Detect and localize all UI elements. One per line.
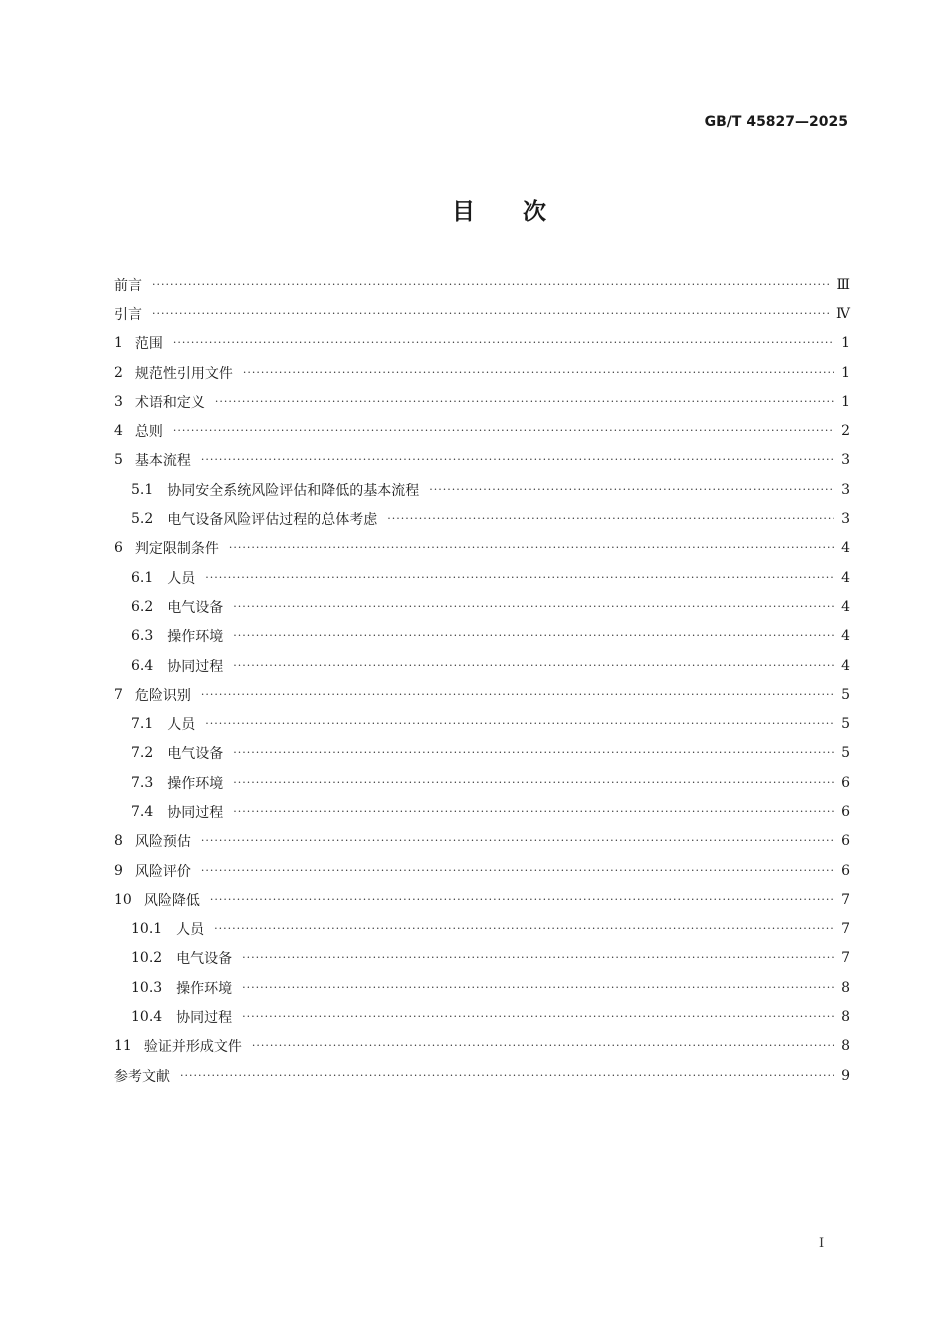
toc-entry-page: 4 — [841, 657, 850, 674]
toc-entry-number: 6.1 — [131, 569, 154, 586]
toc-leader-dots — [205, 717, 834, 731]
toc-entry-number: 7.3 — [131, 774, 154, 791]
toc-entry-page: 7 — [841, 921, 850, 938]
toc-entry-page: 6 — [841, 833, 850, 850]
toc-entry-number: 11 — [114, 1038, 132, 1055]
toc-entry-label: 协同安全系统风险评估和降低的基本流程 — [167, 482, 420, 499]
toc-leader-dots — [233, 600, 834, 614]
toc-entry-label: 总则 — [134, 424, 163, 441]
toc-leader-dots — [210, 893, 834, 907]
toc-entry-label: 判定限制条件 — [134, 541, 219, 558]
toc-leader-dots — [201, 688, 834, 702]
toc-entry-page: 5 — [841, 716, 850, 733]
toc-entry-page: 8 — [841, 979, 850, 996]
toc-leader-dots — [201, 864, 834, 878]
page-number: I — [819, 1236, 825, 1251]
toc-leader-dots — [152, 307, 830, 321]
toc-entry[interactable] — [114, 358, 850, 387]
toc-leader-dots — [152, 278, 830, 292]
toc-entry-label: 电气设备风险评估过程的总体考虑 — [167, 512, 378, 529]
toc-leader-dots — [205, 571, 834, 585]
toc-leader-dots — [215, 395, 834, 409]
toc-leader-dots — [243, 366, 834, 380]
toc-entry-label: 参考文献 — [114, 1068, 170, 1085]
toc-leader-dots — [242, 951, 834, 965]
toc-entry-number: 1 — [114, 335, 123, 352]
toc-leader-dots — [173, 424, 834, 438]
toc-entry-page: 5 — [841, 745, 850, 762]
toc-entry[interactable] — [114, 651, 850, 680]
toc-entry-label: 风险降低 — [143, 892, 200, 909]
toc-entry-number: 7.4 — [131, 803, 154, 820]
toc-entry-number: 7.2 — [131, 745, 154, 762]
toc-entry-number: 5.2 — [131, 511, 154, 528]
toc-entry[interactable] — [114, 768, 850, 797]
toc-entry-page: 2 — [841, 423, 850, 440]
toc-entry-page: 6 — [841, 862, 850, 879]
toc-entry-number: 3 — [114, 393, 123, 410]
toc-entry-page: 7 — [841, 950, 850, 967]
toc-entry-label: 人员 — [167, 570, 196, 587]
toc-entry[interactable] — [114, 329, 850, 358]
toc-entry[interactable] — [114, 475, 850, 504]
toc-entry-page: 8 — [841, 1038, 850, 1055]
toc-entry-label: 规范性引用文件 — [134, 365, 233, 382]
toc-entry-number: 6.3 — [131, 628, 154, 645]
toc-entry-page: 3 — [841, 481, 850, 498]
toc-entry[interactable] — [114, 973, 850, 1002]
toc-entry-number: 10 — [114, 891, 132, 908]
toc-leader-dots — [387, 512, 834, 526]
toc-entry[interactable] — [114, 534, 850, 563]
toc-entry-label: 人员 — [176, 922, 205, 939]
toc-entry-label: 电气设备 — [176, 951, 233, 968]
toc-entry-label: 操作环境 — [167, 629, 224, 646]
toc-entry-page: Ⅲ — [836, 276, 850, 293]
toc-entry[interactable] — [114, 1061, 850, 1090]
toc-entry[interactable] — [114, 944, 850, 973]
toc-entry-page: 4 — [841, 598, 850, 615]
toc-entry-number: 6.4 — [131, 657, 154, 674]
toc-entry[interactable] — [114, 827, 850, 856]
toc-entry-label: 电气设备 — [167, 746, 224, 763]
toc-entry-label: 风险预估 — [134, 834, 191, 851]
toc-entry[interactable] — [114, 709, 850, 738]
toc-leader-dots — [233, 805, 834, 819]
toc-entry-page: Ⅳ — [836, 305, 850, 322]
toc-leader-dots — [233, 746, 834, 760]
toc-entry-label: 协同过程 — [167, 804, 224, 821]
toc-entry-number: 10.2 — [131, 950, 163, 967]
toc-entry-number: 5.1 — [131, 481, 154, 498]
toc-leader-dots — [233, 776, 834, 790]
toc-entry-number: 4 — [114, 423, 123, 440]
toc-entry[interactable] — [114, 592, 850, 621]
toc-leader-dots — [233, 659, 834, 673]
table-of-contents — [114, 270, 850, 1090]
toc-entry-number: 7.1 — [131, 716, 154, 733]
toc-entry-page: 8 — [841, 1009, 850, 1026]
toc-entry[interactable] — [114, 1032, 850, 1061]
toc-leader-dots — [242, 1010, 834, 1024]
toc-entry-label: 危险识别 — [134, 687, 191, 704]
toc-entry[interactable] — [114, 680, 850, 709]
toc-entry-page: 4 — [841, 540, 850, 557]
toc-entry-page: 6 — [841, 774, 850, 791]
toc-entry-label: 验证并形成文件 — [143, 1039, 242, 1056]
toc-leader-dots — [214, 922, 834, 936]
toc-entry-label: 电气设备 — [167, 599, 224, 616]
toc-entry-page: 5 — [841, 686, 850, 703]
toc-entry-number: 10.4 — [131, 1009, 163, 1026]
toc-entry[interactable] — [114, 416, 850, 445]
toc-leader-dots — [233, 629, 834, 643]
toc-entry-label: 协同过程 — [176, 1010, 233, 1027]
toc-leader-dots — [201, 834, 834, 848]
standard-code: GB/T 45827—2025 — [704, 114, 848, 130]
toc-entry[interactable] — [114, 563, 850, 592]
toc-entry-page: 1 — [841, 393, 850, 410]
toc-entry-number: 7 — [114, 686, 123, 703]
toc-entry-number: 2 — [114, 364, 123, 381]
toc-entry-page: 6 — [841, 803, 850, 820]
toc-entry-page: 3 — [841, 511, 850, 528]
toc-entry-page: 4 — [841, 569, 850, 586]
toc-leader-dots — [252, 1039, 834, 1053]
toc-entry-number: 6 — [114, 540, 123, 557]
toc-entry[interactable] — [114, 915, 850, 944]
toc-leader-dots — [201, 453, 834, 467]
toc-entry-label: 范围 — [134, 336, 163, 353]
toc-entry-page: 1 — [841, 335, 850, 352]
toc-leader-dots — [229, 541, 834, 555]
toc-entry-number: 10.1 — [131, 921, 163, 938]
page-title: 目次 — [452, 198, 594, 225]
toc-entry[interactable] — [114, 299, 850, 328]
toc-entry-page: 3 — [841, 452, 850, 469]
toc-entry-label: 人员 — [167, 717, 196, 734]
toc-entry-page: 1 — [841, 364, 850, 381]
toc-entry[interactable] — [114, 387, 850, 416]
toc-entry[interactable] — [114, 622, 850, 651]
toc-entry-label: 基本流程 — [134, 453, 191, 470]
toc-entry-label: 引言 — [114, 306, 142, 323]
toc-entry-label: 操作环境 — [176, 980, 233, 997]
toc-entry-number: 10.3 — [131, 979, 163, 996]
toc-entry[interactable] — [114, 739, 850, 768]
toc-entry-number: 6.2 — [131, 598, 154, 615]
toc-entry-number: 8 — [114, 833, 123, 850]
toc-leader-dots — [429, 483, 834, 497]
toc-entry[interactable] — [114, 270, 850, 299]
toc-entry-number: 9 — [114, 862, 123, 879]
toc-entry-label: 前言 — [114, 277, 142, 294]
toc-entry[interactable] — [114, 504, 850, 533]
toc-entry-label: 协同过程 — [167, 658, 224, 675]
toc-leader-dots — [180, 1069, 834, 1083]
toc-entry-label: 术语和定义 — [134, 394, 205, 411]
toc-entry[interactable] — [114, 856, 850, 885]
toc-entry[interactable] — [114, 1002, 850, 1031]
toc-leader-dots — [242, 981, 834, 995]
toc-entry-page: 4 — [841, 628, 850, 645]
toc-entry-page: 9 — [841, 1067, 850, 1084]
toc-entry-page: 7 — [841, 891, 850, 908]
toc-entry[interactable] — [114, 797, 850, 826]
toc-entry[interactable] — [114, 446, 850, 475]
toc-entry-label: 风险评价 — [134, 863, 191, 880]
toc-leader-dots — [173, 336, 834, 350]
toc-entry-number: 5 — [114, 452, 123, 469]
toc-entry[interactable] — [114, 885, 850, 914]
toc-entry-label: 操作环境 — [167, 775, 224, 792]
